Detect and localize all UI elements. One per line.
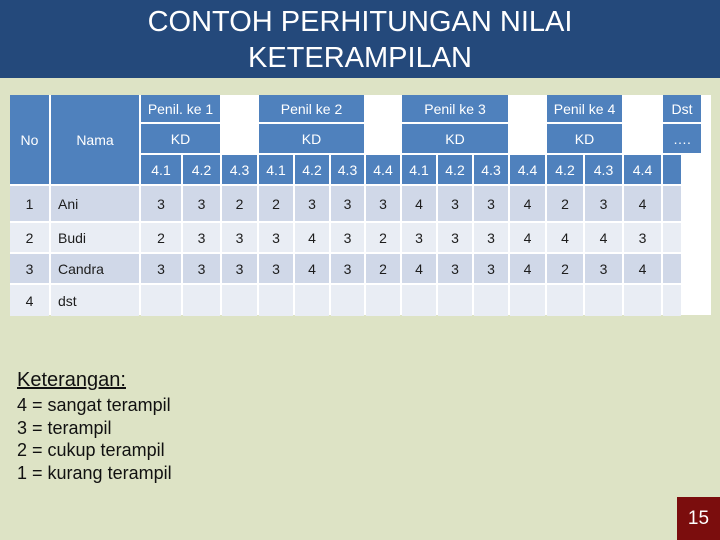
score-cell: 3	[331, 254, 364, 283]
student-name: Ani	[51, 186, 139, 221]
score-cell: 3	[366, 186, 400, 221]
score-cell	[510, 285, 545, 316]
score-cell: 3	[624, 223, 661, 252]
kd-label: 4.3	[474, 155, 508, 184]
score-cell: 3	[331, 186, 364, 221]
score-cell	[663, 223, 681, 252]
row-number: 3	[10, 254, 49, 283]
header-no: No	[10, 95, 49, 184]
score-cell: 2	[259, 186, 293, 221]
score-cell	[663, 186, 681, 221]
kd-label: 4.2	[438, 155, 472, 184]
kd-label: 4.4	[624, 155, 661, 184]
kd-label: 4.1	[402, 155, 436, 184]
score-cell: 3	[183, 223, 220, 252]
score-cell: 2	[366, 254, 400, 283]
header-assessment: Penil ke 3	[402, 95, 508, 122]
score-cell: 3	[295, 186, 329, 221]
header-kd: ….	[663, 124, 701, 153]
score-cell: 4	[624, 254, 661, 283]
kd-label	[663, 155, 681, 184]
header-assessment: Dst	[663, 95, 701, 122]
kd-label: 4.2	[295, 155, 329, 184]
score-cell: 3	[141, 254, 181, 283]
score-cell	[624, 285, 661, 316]
student-name: Budi	[51, 223, 139, 252]
header-name: Nama	[51, 95, 139, 184]
score-cell: 2	[222, 186, 257, 221]
score-cell: 3	[585, 254, 622, 283]
score-cell: 3	[259, 254, 293, 283]
title-bar	[0, 0, 720, 78]
score-cell	[331, 285, 364, 316]
score-cell: 3	[585, 186, 622, 221]
row-number: 4	[10, 285, 49, 316]
score-table	[10, 95, 711, 315]
header-kd: KD	[259, 124, 364, 153]
score-cell: 3	[183, 254, 220, 283]
header-assessment: Penil. ke 1	[141, 95, 220, 122]
score-cell: 3	[474, 186, 508, 221]
kd-label: 4.3	[222, 155, 257, 184]
score-cell: 4	[295, 254, 329, 283]
legend-item: 2 = cukup terampil	[17, 440, 165, 460]
score-cell: 2	[141, 223, 181, 252]
student-name: dst	[51, 285, 139, 316]
score-cell	[183, 285, 220, 316]
kd-label: 4.2	[547, 155, 583, 184]
score-cell: 3	[438, 254, 472, 283]
score-cell: 4	[402, 186, 436, 221]
legend-title: Keterangan:	[17, 369, 126, 391]
score-cell: 4	[585, 223, 622, 252]
score-cell: 3	[438, 223, 472, 252]
title-line-1: CONTOH PERHITUNGAN NILAI	[147, 6, 573, 38]
score-cell: 4	[295, 223, 329, 252]
kd-label: 4.1	[141, 155, 181, 184]
legend-item: 4 = sangat terampil	[17, 395, 171, 415]
slide-title	[0, 4, 720, 76]
score-cell: 2	[547, 186, 583, 221]
score-cell: 3	[183, 186, 220, 221]
score-cell: 3	[474, 223, 508, 252]
header-kd: KD	[141, 124, 220, 153]
kd-label: 4.3	[331, 155, 364, 184]
score-cell: 4	[510, 186, 545, 221]
score-cell: 3	[438, 186, 472, 221]
kd-label: 4.4	[366, 155, 400, 184]
score-cell	[663, 254, 681, 283]
score-cell: 4	[510, 223, 545, 252]
score-cell	[259, 285, 293, 316]
score-cell	[222, 285, 257, 316]
score-cell	[474, 285, 508, 316]
score-cell	[585, 285, 622, 316]
header-assessment: Penil ke 2	[259, 95, 364, 122]
page-number: 15	[677, 497, 720, 540]
score-cell: 2	[366, 223, 400, 252]
kd-label: 4.4	[510, 155, 545, 184]
legend	[17, 368, 172, 484]
kd-label: 4.2	[183, 155, 220, 184]
score-cell: 4	[547, 223, 583, 252]
score-cell: 3	[222, 254, 257, 283]
header-kd: KD	[547, 124, 622, 153]
title-line-2: KETERAMPILAN	[248, 42, 472, 74]
score-cell	[366, 285, 400, 316]
score-cell	[141, 285, 181, 316]
score-cell: 2	[547, 254, 583, 283]
score-cell: 4	[510, 254, 545, 283]
score-cell: 3	[331, 223, 364, 252]
legend-item: 3 = terampil	[17, 417, 112, 438]
student-name: Candra	[51, 254, 139, 283]
kd-label: 4.3	[585, 155, 622, 184]
score-cell	[663, 285, 681, 316]
score-cell	[402, 285, 436, 316]
score-cell: 3	[474, 254, 508, 283]
score-cell: 3	[141, 186, 181, 221]
score-cell	[547, 285, 583, 316]
score-cell: 4	[624, 186, 661, 221]
row-number: 1	[10, 186, 49, 221]
score-cell: 3	[402, 223, 436, 252]
row-number: 2	[10, 223, 49, 252]
score-cell	[295, 285, 329, 316]
legend-item: 1 = kurang terampil	[17, 462, 172, 483]
kd-label: 4.1	[259, 155, 293, 184]
score-cell: 3	[222, 223, 257, 252]
score-cell	[438, 285, 472, 316]
header-assessment: Penil ke 4	[547, 95, 622, 122]
score-cell: 3	[259, 223, 293, 252]
score-cell: 4	[402, 254, 436, 283]
header-kd: KD	[402, 124, 508, 153]
